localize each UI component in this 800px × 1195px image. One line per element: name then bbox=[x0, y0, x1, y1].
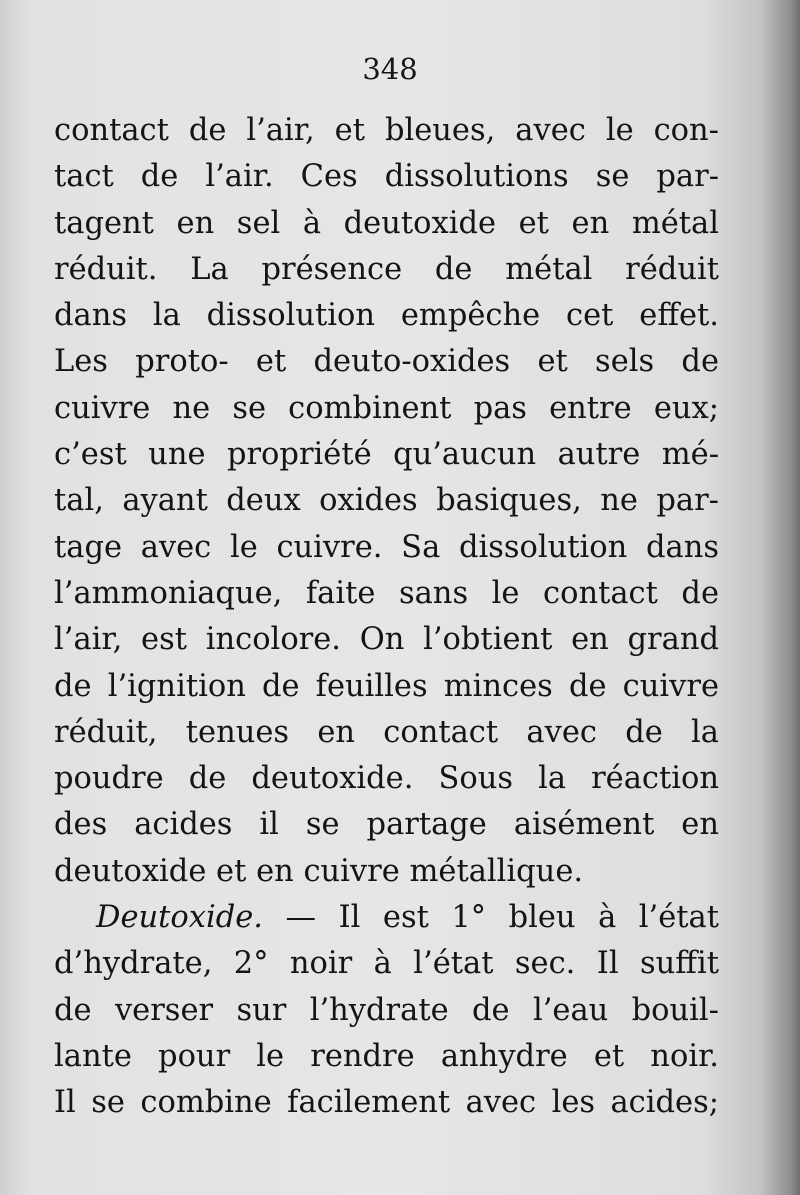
text-line: de l’ignition de feuilles minces de cuivre bbox=[54, 668, 719, 704]
paragraph-first-line bbox=[54, 895, 719, 941]
text-line: tact de l’air. Ces dissolutions se par- bbox=[54, 159, 719, 195]
text-line: l’air, est incolore. On l’obtient en grand bbox=[54, 622, 719, 658]
text-line: cuivre ne se combinent pas entre eux; bbox=[54, 390, 719, 426]
body-text bbox=[54, 108, 719, 1127]
text-line: de verser sur l’hydrate de l’eau bouil- bbox=[54, 992, 719, 1028]
section-heading: Deutoxide. bbox=[96, 900, 263, 936]
text-line: Il se combine facilement avec les acides; bbox=[54, 1085, 719, 1121]
text-line-rest: — Il est 1° bleu à l’état bbox=[263, 900, 719, 936]
text-line: tage avec le cuivre. Sa dissolution dans bbox=[54, 529, 719, 565]
text-line: tal, ayant deux oxides basiques, ne par- bbox=[54, 483, 719, 519]
text-line: contact de l’air, et bleues, avec le con- bbox=[54, 113, 719, 148]
text-line: réduit. La présence de métal réduit bbox=[54, 251, 719, 287]
text-line: poudre de deutoxide. Sous la réaction bbox=[54, 761, 719, 797]
text-line: l’ammoniaque, faite sans le contact de bbox=[54, 575, 719, 611]
text-line: d’hydrate, 2° noir à l’état sec. Il suffit bbox=[54, 946, 719, 982]
text-line: réduit, tenues en contact avec de la bbox=[54, 714, 719, 750]
text-line: des acides il se partage aisément en bbox=[54, 807, 719, 843]
text-line: dans la dissolution empêche cet effet. bbox=[54, 298, 719, 334]
text-line: deutoxide et en cuivre métallique. bbox=[54, 853, 584, 889]
page-number: 348 bbox=[362, 52, 418, 86]
text-line: tagent en sel à deutoxide et en métal bbox=[54, 205, 719, 241]
text-line: lante pour le rendre anhydre et noir. bbox=[54, 1038, 719, 1074]
text-line: c’est une propriété qu’aucun autre mé- bbox=[54, 437, 719, 473]
text-line: Les proto- et deuto-oxides et sels de bbox=[54, 344, 719, 380]
